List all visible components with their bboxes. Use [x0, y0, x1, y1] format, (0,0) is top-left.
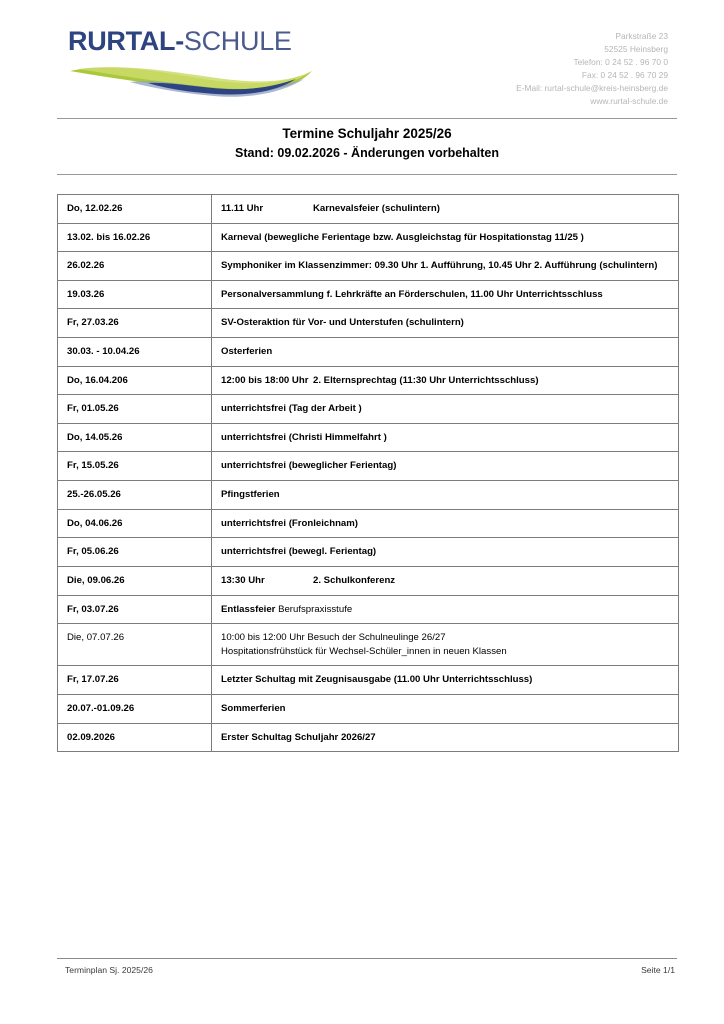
title-divider-top [57, 118, 677, 119]
schedule-row-date: Die, 07.07.26 [58, 624, 212, 666]
schedule-row [58, 338, 679, 367]
schedule-row-event: Letzter Schultag mit Zeugnisausgabe (11.00 Uhr Unterrichtsschluss) [212, 666, 679, 695]
schedule-row [58, 538, 679, 567]
page-title: Termine Schuljahr 2025/26 [282, 126, 452, 141]
logo-separator: - [175, 26, 184, 56]
schedule-row-event: Osterferien [212, 338, 679, 367]
title-divider-bottom [57, 174, 677, 175]
schedule-table [57, 194, 679, 752]
schedule-row-event [212, 366, 679, 395]
schedule-row-time: 12:00 bis 18:00 Uhr [221, 374, 309, 386]
school-logo [68, 28, 318, 99]
schedule-row-event: Karneval (bewegliche Ferientage bzw. Ausgleichstag für Hospitationstag 11/25 ) [212, 223, 679, 252]
schedule-row-date: Do, 04.06.26 [58, 509, 212, 538]
footer-document-name: Terminplan Sj. 2025/26 [65, 965, 153, 975]
schedule-row-date: 26.02.26 [58, 252, 212, 281]
school-contact-info [516, 30, 668, 108]
schedule-row [58, 195, 679, 224]
contact-email: E-Mail: rurtal-schule@kreis-heinsberg.de [516, 83, 668, 94]
schedule-row [58, 595, 679, 624]
schedule-row [58, 223, 679, 252]
schedule-row-event: Erster Schultag Schuljahr 2026/27 [212, 723, 679, 752]
schedule-row [58, 666, 679, 695]
contact-street: Parkstraße 23 [615, 31, 668, 41]
schedule-row [58, 252, 679, 281]
schedule-row-event-line: Hospitationsfrühstück für Wechsel-Schüler_innen in neuen Klassen [221, 645, 507, 657]
page-header [0, 0, 724, 110]
schedule-row-date: 20.07.-01.09.26 [58, 694, 212, 723]
footer-page-number: Seite 1/1 [641, 965, 675, 975]
schedule-row-event: Sommerferien [212, 694, 679, 723]
schedule-row-event-text: 2. Schulkonferenz [313, 574, 396, 586]
schedule-row [58, 509, 679, 538]
schedule-row [58, 624, 679, 666]
page-subtitle: Stand: 09.02.2026 - Änderungen vorbehalten [235, 146, 499, 161]
schedule-row-event-text: Berufspraxisstufe [275, 603, 353, 615]
schedule-row-date: Do, 14.05.26 [58, 423, 212, 452]
schedule-row-event: Personalversammlung f. Lehrkräfte an Förderschulen, 11.00 Uhr Unterrichtsschluss [212, 280, 679, 309]
logo-wave-icon [68, 59, 316, 99]
schedule-row [58, 723, 679, 752]
schedule-row-event: Symphoniker im Klassenzimmer: 09.30 Uhr 1. Aufführung, 10.45 Uhr 2. Aufführung (schulintern) [212, 252, 679, 281]
contact-website: www.rurtal-schule.de [590, 96, 668, 107]
schedule-row [58, 423, 679, 452]
schedule-row-date: Fr, 15.05.26 [58, 452, 212, 481]
schedule-row-date: 25.-26.05.26 [58, 481, 212, 510]
schedule-row-event-text: 2. Elternsprechtag (11:30 Uhr Unterrichtsschluss) [313, 374, 539, 386]
schedule-row-event: SV-Osteraktion für Vor- und Unterstufen (schulintern) [212, 309, 679, 338]
schedule-row-event: unterrichtsfrei (bewegl. Ferientag) [212, 538, 679, 567]
schedule-row [58, 481, 679, 510]
contact-fax: Fax: 0 24 52 . 96 70 29 [581, 70, 668, 81]
schedule-row [58, 366, 679, 395]
schedule-row-date: Do, 16.04.206 [58, 366, 212, 395]
logo-bold-part: RURTAL [68, 26, 176, 56]
schedule-row-event-text: Karnevalsfeier (schulintern) [313, 203, 440, 214]
schedule-row-date: Do, 12.02.26 [58, 195, 212, 224]
schedule-row [58, 395, 679, 424]
schedule-row-date: Fr, 05.06.26 [58, 538, 212, 567]
schedule-row-date: 19.03.26 [58, 280, 212, 309]
schedule-row [58, 566, 679, 595]
contact-city: 52525 Heinsberg [604, 44, 668, 55]
schedule-row-date: Fr, 27.03.26 [58, 309, 212, 338]
schedule-row-event [212, 624, 679, 666]
schedule-row-date: 30.03. - 10.04.26 [58, 338, 212, 367]
document-title-block [57, 124, 677, 162]
schedule-row-event: unterrichtsfrei (Fronleichnam) [212, 509, 679, 538]
schedule-row-event: Pfingstferien [212, 481, 679, 510]
schedule-row-event-emphasis: Entlassfeier [221, 603, 276, 615]
schedule-row-date: Fr, 01.05.26 [58, 395, 212, 424]
schedule-row-date: Fr, 17.07.26 [58, 666, 212, 695]
footer-divider [57, 958, 677, 959]
schedule-row-event-line: 10:00 bis 12:00 Uhr Besuch der Schulneulinge 26/27 [221, 632, 446, 644]
schedule-row-date: Die, 09.06.26 [58, 566, 212, 595]
schedule-row-time: 13:30 Uhr [221, 574, 265, 586]
logo-wordmark [68, 28, 318, 55]
schedule-row-date: 02.09.2026 [58, 723, 212, 752]
schedule-row-date: Fr, 03.07.26 [58, 595, 212, 624]
schedule-row-event: unterrichtsfrei (beweglicher Ferientag) [212, 452, 679, 481]
schedule-row-event [212, 566, 679, 595]
schedule-table-body [58, 195, 679, 752]
schedule-row [58, 694, 679, 723]
schedule-row-time: 11.11 Uhr [221, 203, 264, 214]
schedule-row-date: 13.02. bis 16.02.26 [58, 223, 212, 252]
schedule-row-event [212, 195, 679, 224]
logo-light-part: SCHULE [183, 26, 292, 56]
schedule-row-event: unterrichtsfrei (Tag der Arbeit ) [212, 395, 679, 424]
schedule-row-event: unterrichtsfrei (Christi Himmelfahrt ) [212, 423, 679, 452]
contact-phone: Telefon: 0 24 52 . 96 70 0 [573, 57, 668, 68]
schedule-row [58, 280, 679, 309]
schedule-row-event [212, 595, 679, 624]
schedule-row [58, 309, 679, 338]
schedule-row [58, 452, 679, 481]
